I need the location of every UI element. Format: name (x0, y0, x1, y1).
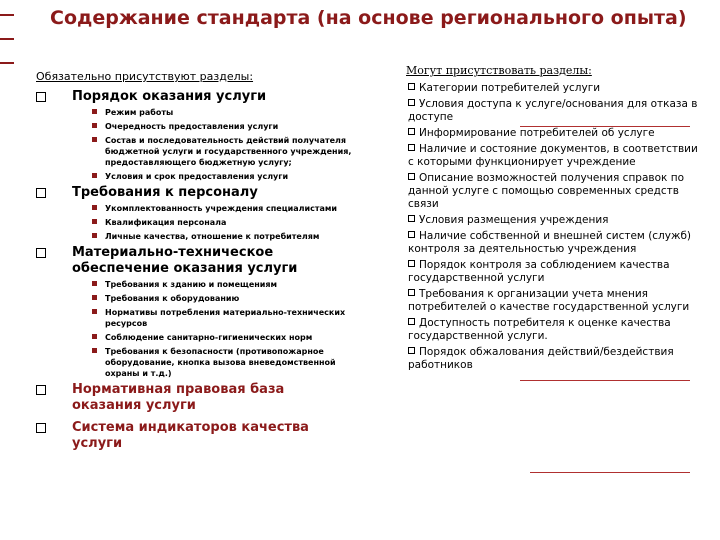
checkbox-icon (36, 385, 46, 395)
section-staff-list (36, 203, 354, 242)
list-item: Наличие собственной и внешней систем (служб) контроля за деятельностью учреждения (408, 230, 692, 255)
square-bullet-icon (92, 281, 97, 286)
list-item: Нормативы потребления материально-технических ресурсов (36, 307, 354, 329)
mandatory-heading: Обязательно присутствуют разделы: (36, 70, 254, 83)
square-bullet-icon (92, 219, 97, 224)
checkbox-icon (408, 347, 415, 354)
section-legal-base (36, 382, 354, 414)
square-bullet-icon (92, 295, 97, 300)
list-item: Описание возможностей получения справок по данной услуге с помощью современных средств связи (408, 172, 684, 210)
section-staff (36, 185, 354, 201)
list-item: Наличие и состояние документов, в соответствии с которыми функционирует учреждение (408, 143, 698, 168)
checkbox-icon (36, 92, 46, 102)
decor-bar-1 (0, 14, 14, 16)
list-item: Условия и срок предоставления услуги (36, 171, 354, 182)
section-label: Требования к персоналу (72, 185, 258, 200)
checkbox-icon (36, 248, 46, 258)
checkbox-icon (408, 215, 415, 222)
square-bullet-icon (92, 123, 97, 128)
section-quality-indicators (36, 420, 354, 452)
divider-line (520, 380, 690, 381)
list-item: Требования к оборудованию (36, 293, 354, 304)
square-bullet-icon (92, 348, 97, 353)
section-label: Нормативная правовая база оказания услуги (72, 382, 285, 413)
list-item: Личные качества, отношение к потребителям (36, 231, 354, 242)
section-label: Материально-техническое обеспечение оказания услуги (72, 245, 298, 276)
section-order-list (36, 107, 354, 182)
list-item: Квалификация персонала (36, 217, 354, 228)
optional-heading: Могут присутствовать разделы: (406, 64, 592, 77)
section-label: Порядок оказания услуги (72, 89, 267, 104)
checkbox-icon (408, 128, 415, 135)
checkbox-icon (408, 231, 415, 238)
square-bullet-icon (92, 233, 97, 238)
list-item: Порядок обжалования действий/бездействия работников (408, 346, 674, 371)
list-item: Соблюдение санитарно-гигиенических норм (36, 332, 354, 343)
section-label: Система индикаторов качества услуги (72, 420, 309, 451)
list-item: Режим работы (36, 107, 354, 118)
list-item: Требования к организации учета мнения потребителей о качестве государственной услуги (408, 288, 690, 313)
square-bullet-icon (92, 309, 97, 314)
decor-bar-2 (0, 38, 14, 40)
divider-line (520, 126, 690, 127)
list-item: Требования к безопасности (противопожарное оборудование, кнопка вызова вневедомственной охраны и т.д.) (36, 346, 354, 379)
list-item: Категории потребителей услуги (406, 82, 702, 95)
list-item: Укомплектованность учреждения специалистами (36, 203, 354, 214)
square-bullet-icon (92, 334, 97, 339)
checkbox-icon (36, 423, 46, 433)
list-item: Требования к зданию и помещениям (36, 279, 354, 290)
decor-bar-3 (0, 62, 14, 64)
square-bullet-icon (92, 109, 97, 114)
list-item: Очередность предоставления услуги (36, 121, 354, 132)
section-material-list (36, 279, 354, 379)
checkbox-icon (408, 99, 415, 106)
optional-sections-column (406, 64, 702, 375)
list-item: Информирование потребителей об услуге (406, 127, 702, 140)
square-bullet-icon (92, 137, 97, 142)
checkbox-icon (408, 318, 415, 325)
section-order (36, 89, 354, 105)
checkbox-icon (408, 173, 415, 180)
square-bullet-icon (92, 173, 97, 178)
checkbox-icon (408, 144, 415, 151)
list-item: Порядок контроля за соблюдением качества государственной услуги (408, 259, 670, 284)
checkbox-icon (36, 188, 46, 198)
list-item: Условия доступа к услуге/основания для отказа в доступе (408, 98, 698, 123)
checkbox-icon (408, 289, 415, 296)
list-item: Доступность потребителя к оценке качества государственной услуги. (408, 317, 671, 342)
section-material (36, 245, 354, 277)
divider-line (530, 472, 690, 473)
list-item: Условия размещения учреждения (406, 214, 702, 227)
mandatory-sections-column (36, 70, 354, 452)
square-bullet-icon (92, 205, 97, 210)
page-title: Содержание стандарта (на основе регионального опыта) (50, 7, 687, 29)
list-item: Состав и последовательность действий получателя бюджетной услуги и государственного учреждения, предоставляющего бюджетную услугу; (36, 135, 354, 168)
checkbox-icon (408, 83, 415, 90)
checkbox-icon (408, 260, 415, 267)
